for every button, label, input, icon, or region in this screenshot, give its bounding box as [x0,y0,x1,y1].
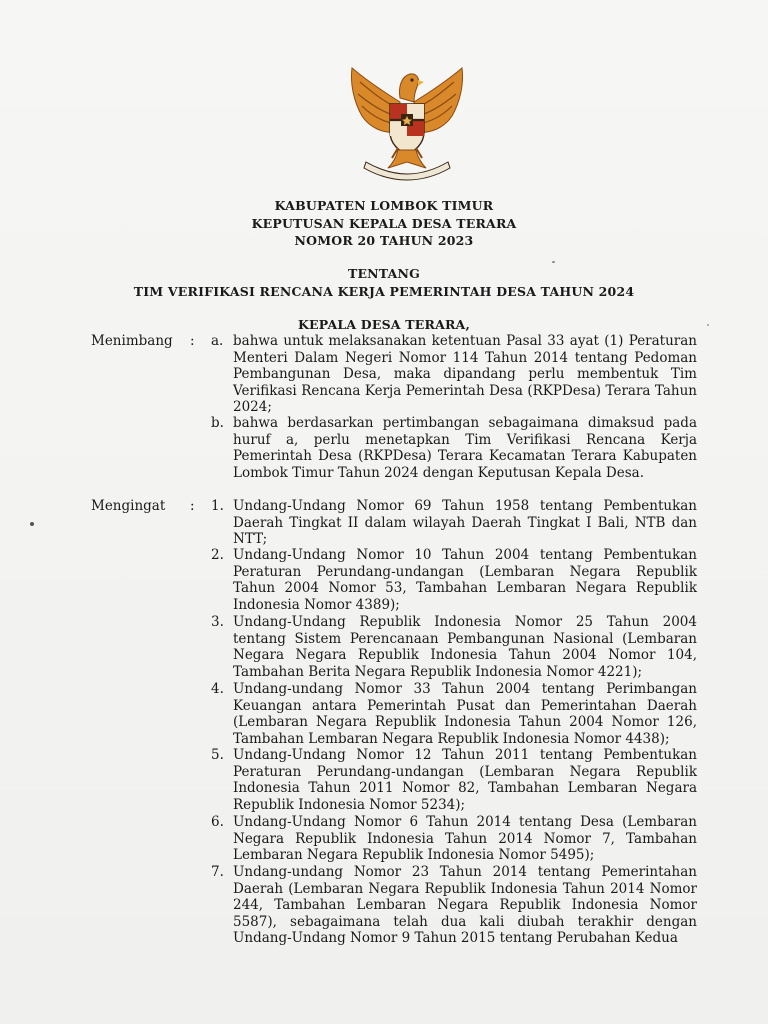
mengingat-item-marker: 4. [211,681,224,697]
menimbang-item-text: bahwa untuk melaksanakan ketentuan Pasal 33 ayat (1) Peraturan Menteri Dalam Negeri Nomor 114 Tahun 2014 tentang Pedoman Pembangunan Desa, maka dipandang perlu membentuk Tim Verifikasi Rencana Kerja Pemerintah Desa (RKPDesa) Terara Tahun 2024; [233,333,697,415]
mengingat-item-marker: 2. [211,547,224,563]
menimbang-item-marker: b. [211,415,224,431]
mengingat-item-marker: 3. [211,614,224,630]
header-decree-number: NOMOR 20 TAHUN 2023 [294,233,474,248]
mengingat-item-text: Undang-Undang Nomor 69 Tahun 1958 tentang Pembentukan Daerah Tingkat II dalam wilayah Daerah Tingkat I Bali, NTB dan NTT; [233,498,697,547]
mengingat-label: Mengingat [91,498,166,514]
mengingat-colon: : [190,498,195,514]
mengingat-item-marker: 6. [211,814,224,830]
mengingat-item-text: Undang-undang Nomor 33 Tahun 2004 tentang Perimbangan Keuangan antara Pemerintah Pusat dan Pemerintahan Daerah (Lembaran Negara Republik Indonesia Tahun 2004 Nomor 126, Tambahan Lembaran Negara Republik Indonesia Nomor 4438); [233,681,697,747]
header-issuer: KEPALA DESA TERARA, [297,317,471,332]
mengingat-item-marker: 7. [211,864,224,880]
menimbang-colon: : [190,333,195,349]
mengingat-item-text: Undang-Undang Nomor 12 Tahun 2011 tentang Pembentukan Peraturan Perundang-undangan (Lembaran Negara Republik Indonesia Tahun 2011 Nomor 82, Tambahan Lembaran Negara Republik Indonesia Nomor 5234); [233,747,697,813]
menimbang-item-text: bahwa berdasarkan pertimbangan sebagaimana dimaksud pada huruf a, perlu menetapkan Tim Verifikasi Rencana Kerja Pemerintah Desa (RKPDesa) Terara Kecamatan Terara Kabupaten Lombok Timur Tahun 2024 dengan Keputusan Kepala Desa. [233,415,697,481]
header-decree-title: KEPUTUSAN KEPALA DESA TERARA [251,216,517,231]
mengingat-item-marker: 5. [211,747,224,763]
mengingat-item-text: Undang-Undang Republik Indonesia Nomor 25 Tahun 2004 tentang Sistem Perencanaan Pembangunan Nasional (Lembaran Negara Negara Republik Indonesia Tahun 2004 Nomor 104, Tambahan Berita Negara Republik Indonesia Nomor 4221); [233,614,697,680]
header-tentang: TENTANG [347,266,421,281]
mengingat-item-text: Undang-Undang Nomor 10 Tahun 2004 tentang Pembentukan Peraturan Perundang-undangan (Lembaran Negara Republik Tahun 2004 Nomor 53, Tambahan Lembaran Negara Republik Indonesia Nomor 4389); [233,547,697,613]
menimbang-label: Menimbang [91,333,173,349]
scan-speck [30,522,34,526]
header-regency: KABUPATEN LOMBOK TIMUR [274,198,494,213]
mengingat-item-text: Undang-undang Nomor 23 Tahun 2014 tentang Pemerintahan Daerah (Lembaran Negara Republik Indonesia Tahun 2014 Nomor 244, Tambahan Lembaran Negara Republik Indonesia Nomor 5587), sebagaimana telah dua kali diubah terakhir dengan Undang-Undang Nomor 9 Tahun 2015 tentang Perubahan Kedua [233,864,697,946]
garuda-pancasila-emblem [344,62,470,182]
header-subject: TIM VERIFIKASI RENCANA KERJA PEMERINTAH DESA TAHUN 2024 [133,284,635,299]
mengingat-item-text: Undang-Undang Nomor 6 Tahun 2014 tentang Desa (Lembaran Negara Republik Indonesia Tahun 2014 Nomor 7, Tambahan Lembaran Negara Republik Indonesia Nomor 5495); [233,814,697,863]
mengingat-item-marker: 1. [211,498,224,514]
scan-speck [707,324,709,326]
scan-speck [552,261,555,263]
menimbang-item-marker: a. [211,333,224,349]
